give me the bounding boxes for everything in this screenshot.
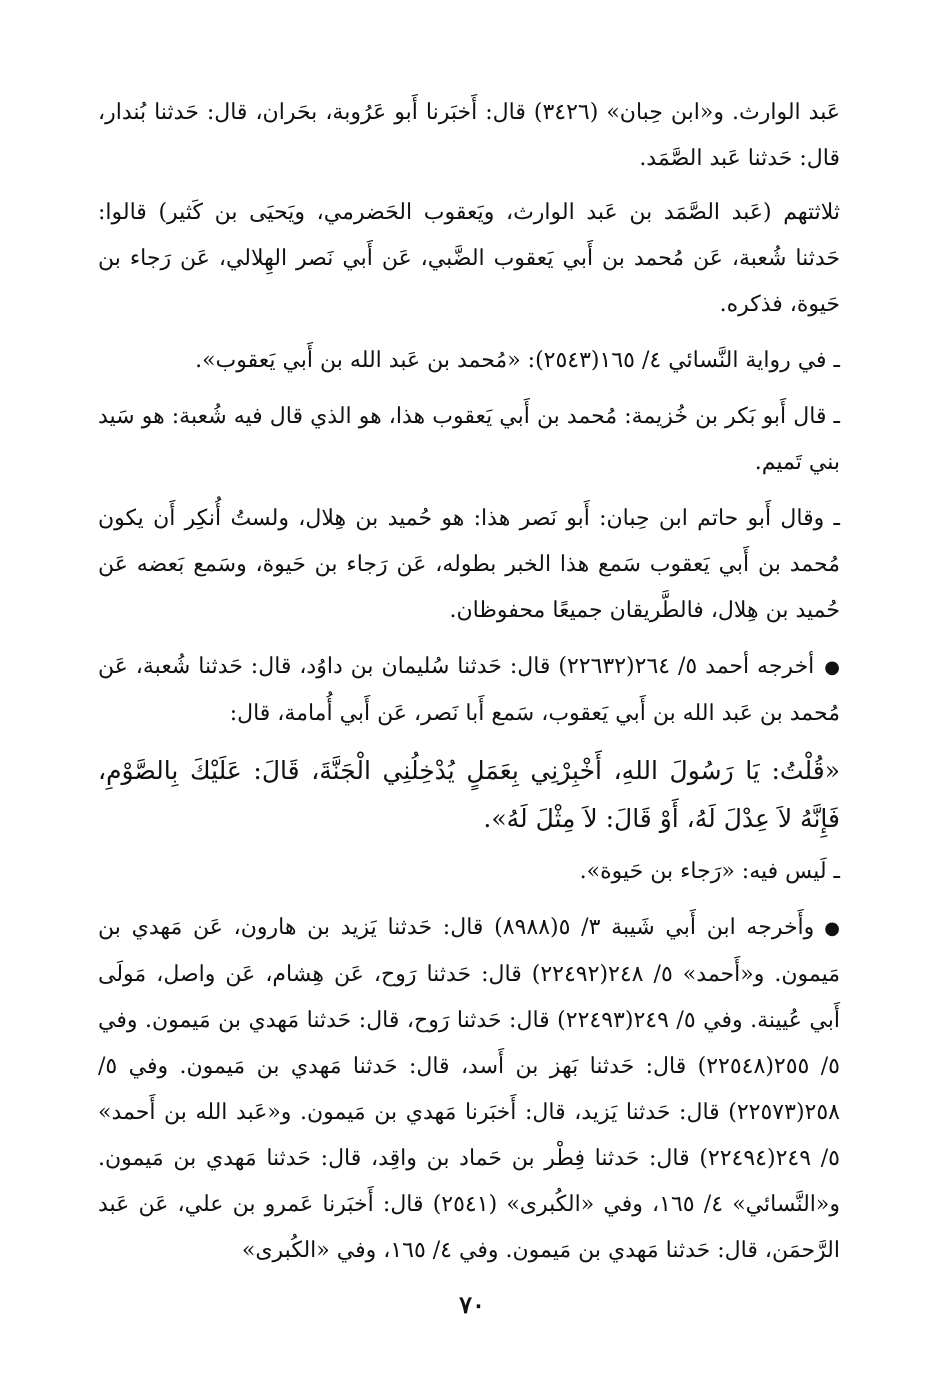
paragraph-2: ثلاثتهم (عَبد الصَّمَد بن عَبد الوارث، ويَعقوب الحَضرمي، ويَحيَى بن كَثير) قالوا: حَدثنا شُعبة، عَن مُحمد بن أَبي يَعقوب الضَّبي، عَن أَبي نَصر الهِلالي، عَن رَجاء بن حَيوة، فذكره. [98, 200, 840, 317]
bullet-icon: ● [824, 657, 840, 678]
paragraph-6-text: أخرجه أحمد ٥/ ٢٦٤(٢٢٦٣٢) قال: حَدثنا سُليمان بن داوُد، قال: حَدثنا شُعبة، عَن مُحمد بن عَبد الله بن أَبي يَعقوب، سَمع أَبا نَصر، عَن أَبي أُمامة، قال: [98, 654, 840, 726]
paragraph-9-text: وأَخرجه ابن أَبي شَيبة ٣/ ٥(٨٩٨٨) قال: حَدثنا يَزيد بن هارون، عَن مَهدي بن مَيمون. و«أَحمد» ٥/ ٢٤٨(٢٢٤٩٢) قال: حَدثنا رَوح، عَن هِشام، عَن واصل، مَولَى أَبي عُيينة. وفي ٥/ ٢٤٩(٢٢٤٩٣) قال: حَدثنا رَوح، قال: حَدثنا مَهدي بن مَيمون. وفي ٥/ ٢٥٥(٢٢٥٤٨) قال: حَدثنا بَهز بن أَسد، قال: حَدثنا مَهدي بن مَيمون. وفي ٥/ ٢٥٨(٢٢٥٧٣) قال: حَدثنا يَزيد، قال: أَخبَرنا مَهدي بن مَيمون. و«عَبد الله بن أَحمد» ٥/ ٢٤٩(٢٢٤٩٤) قال: حَدثنا فِطْر بن حَماد بن واقِد، قال: حَدثنا مَهدي بن مَيمون. و«النَّسائي» ٤/ ١٦٥، وفي «الكُبرى» (٢٥٤١) قال: أَخبَرنا عَمرو بن علي، عَن عَبد الرَّحمَن، قال: حَدثنا مَهدي بن مَيمون. وفي ٤/ ١٦٥، وفي «الكُبرى» [98, 915, 841, 1263]
paragraph-4: ـ قال أَبو بَكر بن خُزيمة: مُحمد بن أَبي يَعقوب هذا، هو الذي قال فيه شُعبة: هو سَيد بني تَميم. [98, 404, 840, 475]
paragraph-6 [98, 644, 840, 737]
page-body [98, 90, 840, 1284]
paragraph-3: ـ في رواية النَّسائي ٤/ ١٦٥(٢٥٤٣): «مُحمد بن عَبد الله بن أَبي يَعقوب». [195, 348, 840, 373]
paragraph-9 [98, 905, 840, 1274]
page-number: ٧٠ [459, 1290, 485, 1319]
paragraph-1: عَبد الوارث. و«ابن حِبان» (٣٤٢٦) قال: أَخبَرنا أَبو عَرُوبة، بحَران، قال: حَدثنا بُندار، قال: حَدثنا عَبد الصَّمَد. [98, 100, 840, 171]
bullet-icon: ● [824, 918, 841, 939]
paragraph-8: ـ لَيس فيه: «رَجاء بن حَيوة». [579, 859, 840, 884]
paragraph-5: ـ وقال أَبو حاتم ابن حِبان: أَبو نَصر هذا: هو حُميد بن هِلال، ولستُ أُنكِر أَن يكون مُحمد بن أَبي يَعقوب سَمع هذا الخبر بطوله، عَن رَجاء بن حَيوة، وسَمع بَعضه عَن حُميد بن هِلال، فالطَّريقان جميعًا محفوظان. [98, 506, 840, 623]
hadith-quote: «قُلْتُ: يَا رَسُولَ اللهِ، أَخْبِرْنِي بِعَمَلٍ يُدْخِلُنِي الْجَنَّةَ، قَالَ: عَلَيْكَ بِالصَّوْمِ، فَإِنَّهُ لاَ عِدْلَ لَهُ، أَوْ قَالَ: لاَ مِثْلَ لَهُ». [98, 756, 840, 833]
